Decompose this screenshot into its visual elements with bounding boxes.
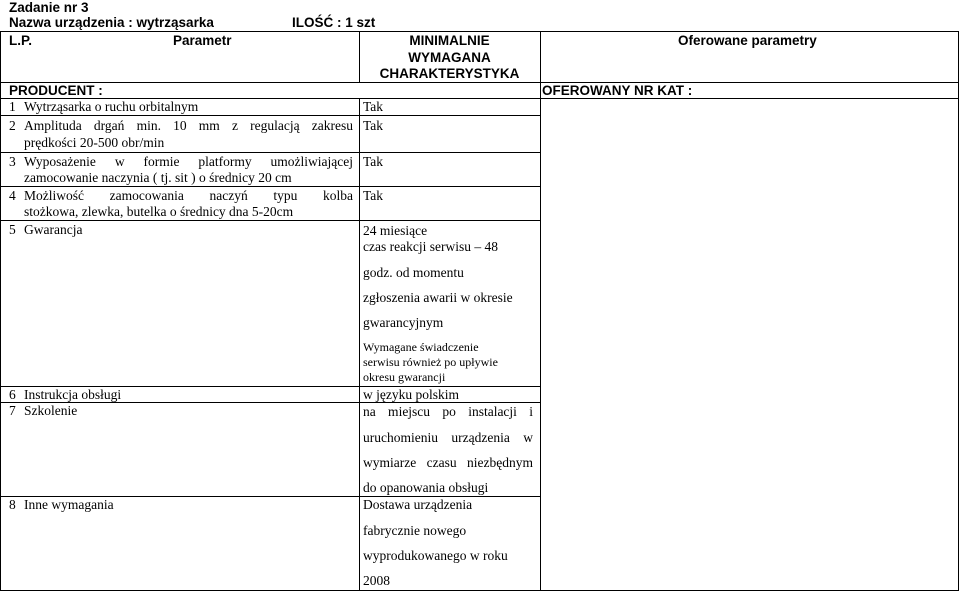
row-5-req-line1: 24 miesiące bbox=[363, 223, 428, 238]
row-5-req-line2: czas reakcji serwisu – 48 bbox=[363, 239, 498, 254]
row-3-no: 3 bbox=[9, 154, 16, 169]
row-5-note-line2: serwisu również po upływie bbox=[363, 355, 498, 369]
header-min-req-1: MINIMALNIE bbox=[409, 33, 490, 48]
grid-line bbox=[0, 152, 540, 153]
device-name: Nazwa urządzenia : wytrząsarka bbox=[9, 15, 214, 30]
row-1-param: Wytrząsarka o ruchu orbitalnym bbox=[24, 99, 199, 114]
grid-line bbox=[0, 31, 959, 32]
header-lp: L.P. bbox=[9, 33, 33, 48]
header-parametr: Parametr bbox=[173, 33, 232, 48]
row-8-req-line4: 2008 bbox=[363, 573, 390, 588]
row-7-req-line3: wymiarze czasu niezbędnym bbox=[363, 455, 533, 470]
grid-line bbox=[0, 82, 959, 83]
row-1-no: 1 bbox=[9, 99, 16, 114]
header-min-req-3: CHARAKTERYSTYKA bbox=[379, 66, 520, 81]
row-7-param: Szkolenie bbox=[24, 403, 78, 418]
row-1-req: Tak bbox=[363, 99, 384, 114]
row-5-no: 5 bbox=[9, 222, 16, 237]
row-5-note-line3: okresu gwarancji bbox=[363, 370, 446, 384]
row-4-no: 4 bbox=[9, 188, 16, 203]
row-2-param-line1: Amplituda drgań min. 10 mm z regulacją zakresu bbox=[24, 118, 353, 133]
row-6-req: w języku polskim bbox=[363, 387, 459, 402]
row-6-no: 6 bbox=[9, 387, 16, 402]
row-2-no: 2 bbox=[9, 118, 16, 133]
row-8-req-line1: Dostawa urządzenia bbox=[363, 497, 473, 512]
grid-line bbox=[540, 31, 541, 591]
row-5-note-line1: Wymagane świadczenie bbox=[363, 340, 479, 354]
row-3-param-line2: zamocowanie naczynia ( tj. sit ) o średnicy 20 cm bbox=[24, 170, 292, 185]
row-8-no: 8 bbox=[9, 497, 16, 512]
row-7-no: 7 bbox=[9, 403, 16, 418]
row-5-req-line5: gwarancyjnym bbox=[363, 315, 444, 330]
row-8-req-line3: wyprodukowanego w roku bbox=[363, 548, 508, 563]
task-number: Zadanie nr 3 bbox=[9, 0, 89, 15]
row-8-req-line2: fabrycznie nowego bbox=[363, 523, 467, 538]
grid-line bbox=[0, 31, 1, 591]
grid-line bbox=[0, 115, 540, 116]
quantity: ILOŚĆ : 1 szt bbox=[292, 15, 376, 30]
grid-line bbox=[359, 98, 360, 591]
row-7-req-line4: do opanowania obsługi bbox=[363, 480, 489, 495]
row-8-param: Inne wymagania bbox=[24, 497, 114, 512]
row-3-req: Tak bbox=[363, 154, 384, 169]
row-4-req: Tak bbox=[363, 188, 384, 203]
catalog-number-label: OFEROWANY NR KAT : bbox=[542, 83, 693, 98]
header-min-req-2: WYMAGANA bbox=[408, 50, 491, 65]
producer-label: PRODUCENT : bbox=[9, 83, 103, 98]
row-5-param: Gwarancja bbox=[24, 222, 83, 237]
row-3-param-line1: Wyposażenie w formie platformy umożliwiającej bbox=[24, 154, 353, 169]
row-2-param-line2: prędkości 20-500 obr/min bbox=[24, 135, 165, 150]
row-4-param-line2: stożkowa, zlewka, butelka o średnicy dna 5-20cm bbox=[24, 204, 294, 219]
row-7-req-line2: uruchomieniu urządzenia w bbox=[363, 430, 533, 445]
row-5-req-line3: godz. od momentu bbox=[363, 265, 464, 280]
row-4-param-line1: Możliwość zamocowania naczyń typu kolba bbox=[24, 188, 353, 203]
row-2-req: Tak bbox=[363, 118, 384, 133]
row-7-req-line1: na miejscu po instalacji i bbox=[363, 404, 533, 419]
grid-line bbox=[0, 186, 540, 187]
row-6-param: Instrukcja obsługi bbox=[24, 387, 122, 402]
grid-line bbox=[0, 220, 540, 221]
row-5-req-line4: zgłoszenia awarii w okresie bbox=[363, 290, 513, 305]
header-offered: Oferowane parametry bbox=[678, 33, 817, 48]
